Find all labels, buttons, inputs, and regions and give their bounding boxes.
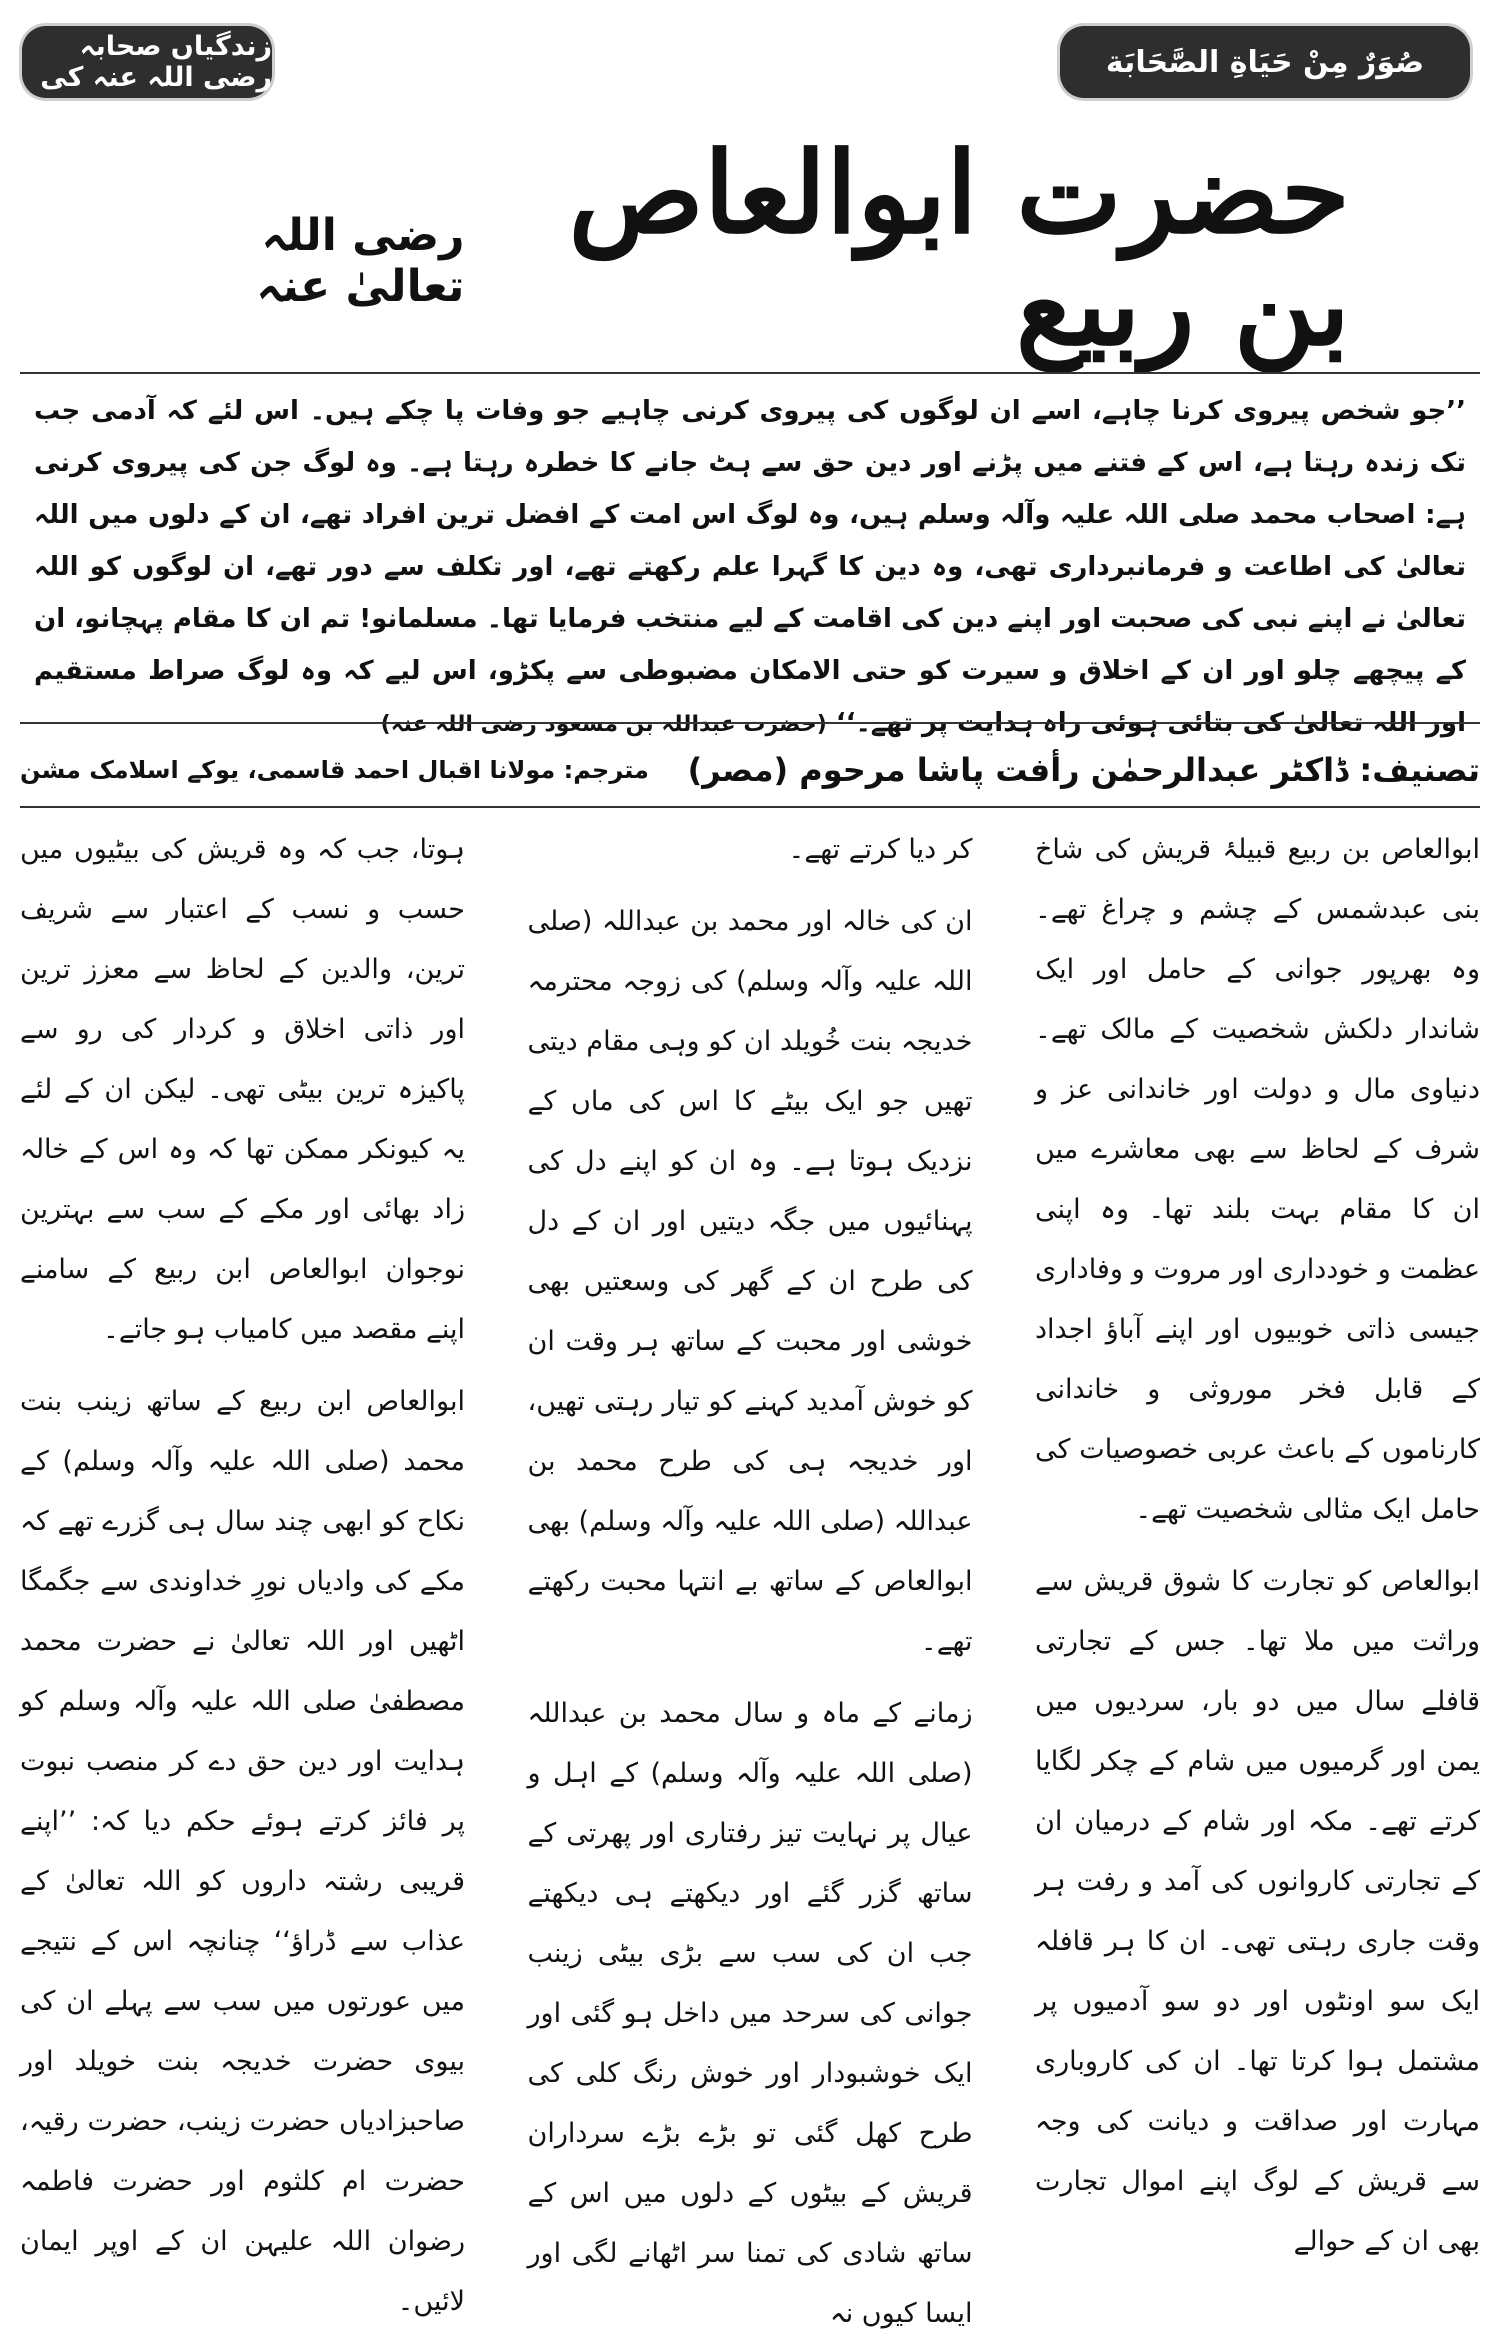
title-honorific: رضی اللہ تعالیٰ عنہ: [256, 210, 465, 312]
paragraph: ان کی خالہ اور محمد بن عبداللہ (صلی اللہ علیہ وآلہ وسلم) کی زوجہ محترمہ خدیجہ بنت خُویلد ان کو وہی مقام دیتی تھیں جو ایک بیٹے کا اس کی ماں کے نزدیک ہوتا ہے۔ وہ ان کو اپنے دل کی پہنائیوں میں جگہ دیتیں اور ان کے دل کی طرح ان کے گھر کی وسعتیں بھی خوشی اور محبت کے ساتھ ہر وقت ان کو خوش آمدید کہنے کو تیار رہتی تھیں، اور خدیجہ ہی کی طرح محمد بن عبداللہ (صلی اللہ علیہ وآلہ وسلم) بھی ابوالعاص کے ساتھ بے انتہا محبت رکھتے تھے۔: [527, 906, 973, 1657]
article-body: [20, 820, 1480, 2329]
opening-quote: [20, 375, 1480, 738]
paragraph: ابوالعاص کو تجارت کا شوق قریش سے وراثت میں ملا تھا۔ جس کے تجارتی قافلے سال میں دو بار، سردیوں میں یمن اور گرمیوں میں شام کے چکر لگایا کرتے تھے۔ مکہ اور شام کے درمیان ان کے تجارتی کاروانوں کی آمد و رفت ہر وقت جاری رہتی تھی۔ ان کا ہر قافلہ ایک سو اونٹوں اور دو سو آدمیوں پر مشتمل ہوا کرتا تھا۔ ان کی کاروباری مہارت اور صداقت و دیانت کی وجہ سے قریش کے لوگ اپنے اموال تجارت بھی ان کے حوالے: [1035, 1566, 1480, 2257]
quote-divider: [20, 722, 1480, 724]
byline-divider: [20, 806, 1480, 808]
quote-attribution: (حضرت عبداللہ بن مسعود رضی اللہ عنہ): [380, 712, 827, 737]
urdu-section-badge: زندگیاں صحابہ رضی اللہ عنہ کی: [22, 26, 272, 98]
paragraph: کر دیا کرتے تھے۔: [788, 834, 973, 865]
paragraph: ابوالعاص بن ربیع قبیلۂ قریش کی شاخ بنی عبدشمس کے چشم و چراغ تھے۔ وہ بھرپور جوانی کے حامل اور ایک شاندار دلکش شخصیت کے مالک تھے۔ دنیاوی مال و دولت اور خاندانی عز و شرف کے لحاظ سے بھی معاشرے میں ان کا مقام بہت بلند تھا۔ وہ اپنی عظمت و خودداری اور مروت و وفاداری جیسی ذاتی خوبیوں اور اپنے آباؤ اجداد کے قابل فخر موروثی و خاندانی کارناموں کے باعث عربی خصوصیات کی حامل ایک مثالی شخصیت تھے۔: [1035, 834, 1480, 1525]
translator-credit: مترجم: مولانا اقبال احمد قاسمی، یوکے اسلامک مشن: [20, 756, 649, 784]
author-credit: تصنیف: ڈاکٹر عبدالرحمٰن رأفت پاشا مرحوم (مصر): [687, 751, 1480, 789]
byline: [20, 740, 1480, 800]
quote-text: ’’جو شخص پیروی کرنا چاہے، اسے ان لوگوں کی پیروی کرنی چاہیے جو وفات پا چکے ہیں۔ اس لئے کہ آدمی جب تک زندہ رہتا ہے، اس کے فتنے میں پڑنے اور دین حق سے ہٹ جانے کا خطرہ رہتا ہے۔ وہ لوگ جن کی پیروی کرنی ہے: اصحاب محمد صلی اللہ علیہ وآلہ وسلم ہیں، وہ لوگ اس امت کے افضل ترین افراد تھے، ان کے دلوں میں اللہ تعالیٰ کی اطاعت و فرمانبرداری تھی، وہ دین کا گہرا علم رکھتے تھے، اور تکلف سے دور تھے، ان لوگوں کو اللہ تعالیٰ نے اپنے نبی کی صحبت اور اپنے دین کی اقامت کے لیے منتخب فرمایا تھا۔ مسلمانو! تم ان کا مقام پہچانو، ان کے پیچھے چلو اور ان کے اخلاق و سیرت کو حتی الامکان مضبوطی سے پکڑو، اس لیے کہ وہ لوگ صراط مستقیم اور اللہ تعالیٰ کی بتائی ہوئی راہ ہدایت پر تھے۔‘‘: [34, 396, 1466, 738]
column-3: [20, 820, 465, 2317]
column-1: [1035, 820, 1480, 2257]
paragraph: ابوالعاص ابن ربیع کے ساتھ زینب بنت محمد (صلی اللہ علیہ وآلہ وسلم) کے نکاح کو ابھی چند سال ہی گزرے تھے کہ مکے کی وادیاں نورِ خداوندی سے جگمگا اٹھیں اور اللہ تعالیٰ نے حضرت محمد مصطفیٰ صلی اللہ علیہ وآلہ وسلم کو ہدایت اور دین حق دے کر منصب نبوت پر فائز کرتے ہوئے حکم دیا کہ: ’’اپنے قریبی رشتہ داروں کو اللہ تعالیٰ کے عذاب سے ڈراؤ‘‘ چنانچہ اس کے نتیجے میں عورتوں میں سب سے پہلے ان کی بیوی حضرت خدیجہ بنت خویلد اور صاحبزادیاں حضرت زینب، حضرت رقیہ، حضرت ام کلثوم اور حضرت فاطمہ رضوان اللہ علیہن ان کے اوپر ایمان لائیں۔: [20, 1386, 465, 2317]
paragraph: ہوتا، جب کہ وہ قریش کی بیٹیوں میں حسب و نسب کے اعتبار سے شریف ترین، والدین کے لحاظ سے معزز ترین اور ذاتی اخلاق و کردار کی رو سے پاکیزہ ترین بیٹی تھی۔ لیکن ان کے لئے یہ کیونکر ممکن تھا کہ وہ اس کے خالہ زاد بھائی اور مکے کے سب سے بہترین نوجوان ابوالعاص ابن ربیع کے سامنے اپنے مقصد میں کامیاب ہو جاتے۔: [20, 834, 465, 1345]
paragraph: زمانے کے ماہ و سال محمد بن عبداللہ (صلی اللہ علیہ وآلہ وسلم) کے اہل و عیال پر نہایت تیز رفتاری اور پھرتی کے ساتھ گزر گئے اور دیکھتے ہی دیکھتے جب ان کی سب سے بڑی بیٹی زینب جوانی کی سرحد میں داخل ہو گئی اور ایک خوشبودار اور خوش رنگ کلی کی طرح کھل گئی تو بڑے بڑے سرداران قریش کے بیٹوں کے دلوں میں اس کے ساتھ شادی کی تمنا سر اٹھانے لگی اور ایسا کیوں نہ: [527, 1698, 973, 2329]
top-divider: [20, 372, 1480, 374]
column-2: [527, 820, 973, 2329]
title-name: حضرت ابوالعاص بن ربیع: [568, 128, 1350, 371]
article-title: [150, 128, 1350, 371]
arabic-section-badge: صُوَرٌ مِنْ حَيَاةِ الصَّحَابَة: [1060, 26, 1470, 98]
